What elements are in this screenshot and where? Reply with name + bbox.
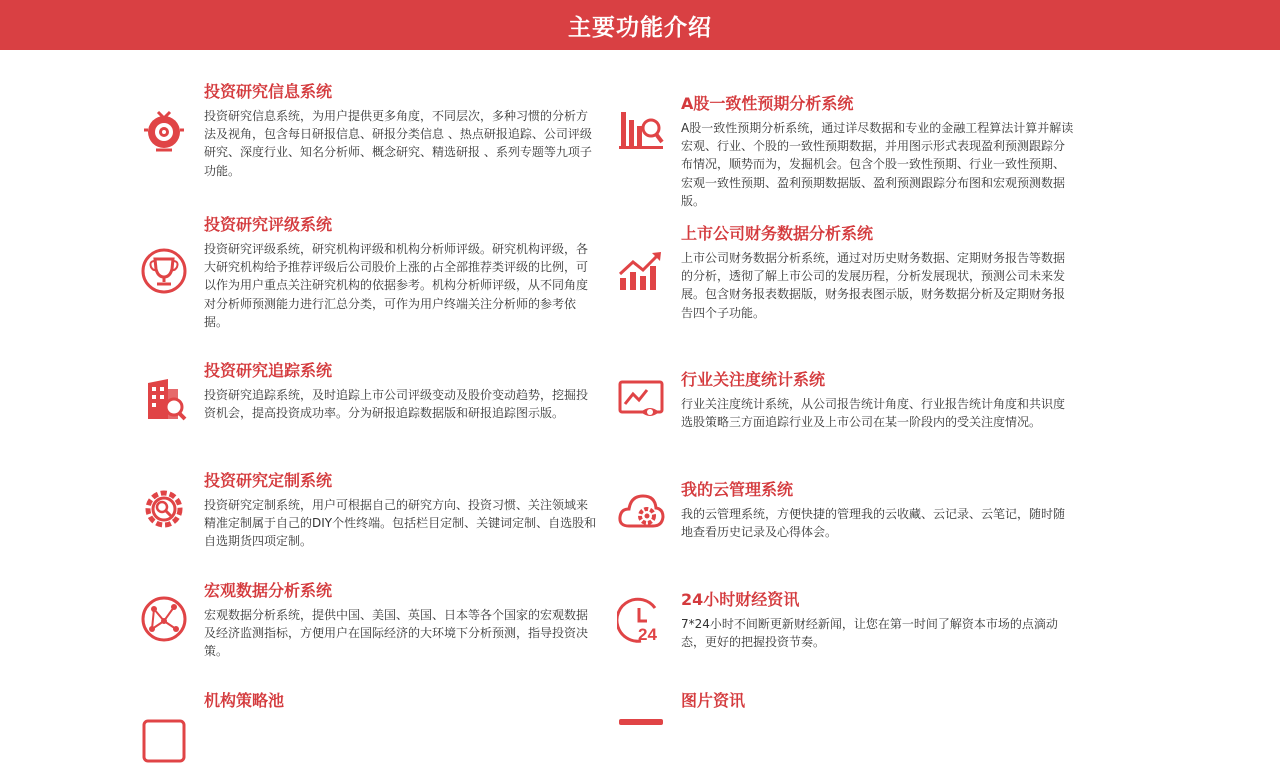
trophy-icon [140, 247, 188, 295]
feature-title[interactable]: 机构策略池 [204, 691, 285, 710]
cloud-gear-icon [617, 486, 665, 534]
gear-search-icon [140, 485, 188, 533]
monitor-eye-icon [617, 376, 665, 424]
feature-title[interactable]: 投资研究评级系统 [204, 215, 333, 234]
building-search-icon [140, 375, 188, 423]
globe-network-icon [140, 595, 188, 643]
strategy-pool-icon [140, 717, 188, 765]
feature-description: 7*24小时不间断更新财经新闻，让您在第一时间了解资本市场的点滴动态，更好的把握投资节奏。 [681, 617, 1058, 650]
feature-title[interactable]: 宏观数据分析系统 [204, 581, 333, 600]
trend-up-chart-icon [617, 246, 665, 294]
feature-description: 上市公司财务数据分析系统，通过对历史财务数据、定期财务报告等数据的分析，透彻了解上市公司的发展历程，分析发展现状，预测公司未来发展。包含财务报表数据版，财务报表图示版，财务数据分析及定期财务报告四个子功能。 [681, 251, 1066, 320]
svg-text:24: 24 [638, 625, 657, 644]
feature-description: 投资研究信息系统，为用户提供更多角度，不同层次，多种习惯的分析方法及视角，包含每日研报信息、研报分类信息 、热点研报追踪、公司评级研究、深度行业、知名分析师、概念研究、精选研报 、系列专题等九项子功能。 [204, 109, 592, 178]
feature-description: 我的云管理系统，方便快捷的管理我的云收藏、云记录、云笔记，随时随地查看历史记录及心得体会。 [681, 507, 1066, 540]
feature-title[interactable]: 图片资讯 [681, 691, 746, 710]
page-title: 主要功能介绍 [568, 14, 712, 41]
feature-description: 投资研究定制系统，用户可根据自己的研究方向、投资习惯、关注领域来精准定制属于自己的DIY个性终端。包括栏目定制、关键词定制、自选股和自选期货四项定制。 [204, 498, 597, 549]
feature-title[interactable]: 投资研究定制系统 [204, 471, 333, 490]
feature-title[interactable]: 行业关注度统计系统 [681, 370, 826, 389]
feature-title[interactable]: 24小时财经资讯 [681, 590, 800, 609]
feature-description: A股一致性预期分析系统，通过详尽数据和专业的金融工程算法计算并解读宏观、行业、个股的一致性预期数据，并用图示形式表现盈利预测跟踪分布情况，顺势而为，发掘机会。包含个股一致性预期、行业一致性预期、宏观一致性预期、盈利预期数据版、盈利预测跟踪分布图和宏观预测数据版。 [681, 121, 1074, 208]
feature-title[interactable]: 上市公司财务数据分析系统 [681, 224, 874, 243]
feature-description: 宏观数据分析系统，提供中国、美国、英国、日本等各个国家的宏观数据及经济监测指标，方便用户在国际经济的大环境下分析预测，指导投资决策。 [204, 608, 589, 659]
feature-description: 投资研究追踪系统，及时追踪上市公司评级变动及股价变动趋势，挖掘投资机会，提高投资成功率。分为研报追踪数据版和研报追踪图示版。 [204, 388, 589, 421]
feature-title[interactable]: 投资研究追踪系统 [204, 361, 333, 380]
clock-24-icon [617, 596, 665, 644]
page-title-banner [0, 0, 1280, 50]
feature-title[interactable]: A股一致性预期分析系统 [681, 94, 854, 113]
bar-chart-search-icon [617, 104, 665, 152]
picture-news-icon [617, 717, 665, 765]
feature-description: 投资研究评级系统，研究机构评级和机构分析师评级。研究机构评级，各大研究机构给予推荐评级后公司股价上涨的占全部推荐类评级的比例，可以作为用户重点关注研究机构的依据参考。机构分析师评级，从不同角度对分析师预测能力进行汇总分类，可作为用户终端关注分析师的参考依据。 [204, 242, 589, 329]
feature-description: 行业关注度统计系统，从公司报告统计角度、行业报告统计角度和共识度选股策略三方面追踪行业及上市公司在某一阶段内的受关注度情况。 [681, 397, 1066, 430]
feature-title[interactable]: 投资研究信息系统 [204, 82, 333, 101]
target-camera-icon [140, 106, 188, 154]
feature-title[interactable]: 我的云管理系统 [681, 480, 794, 499]
